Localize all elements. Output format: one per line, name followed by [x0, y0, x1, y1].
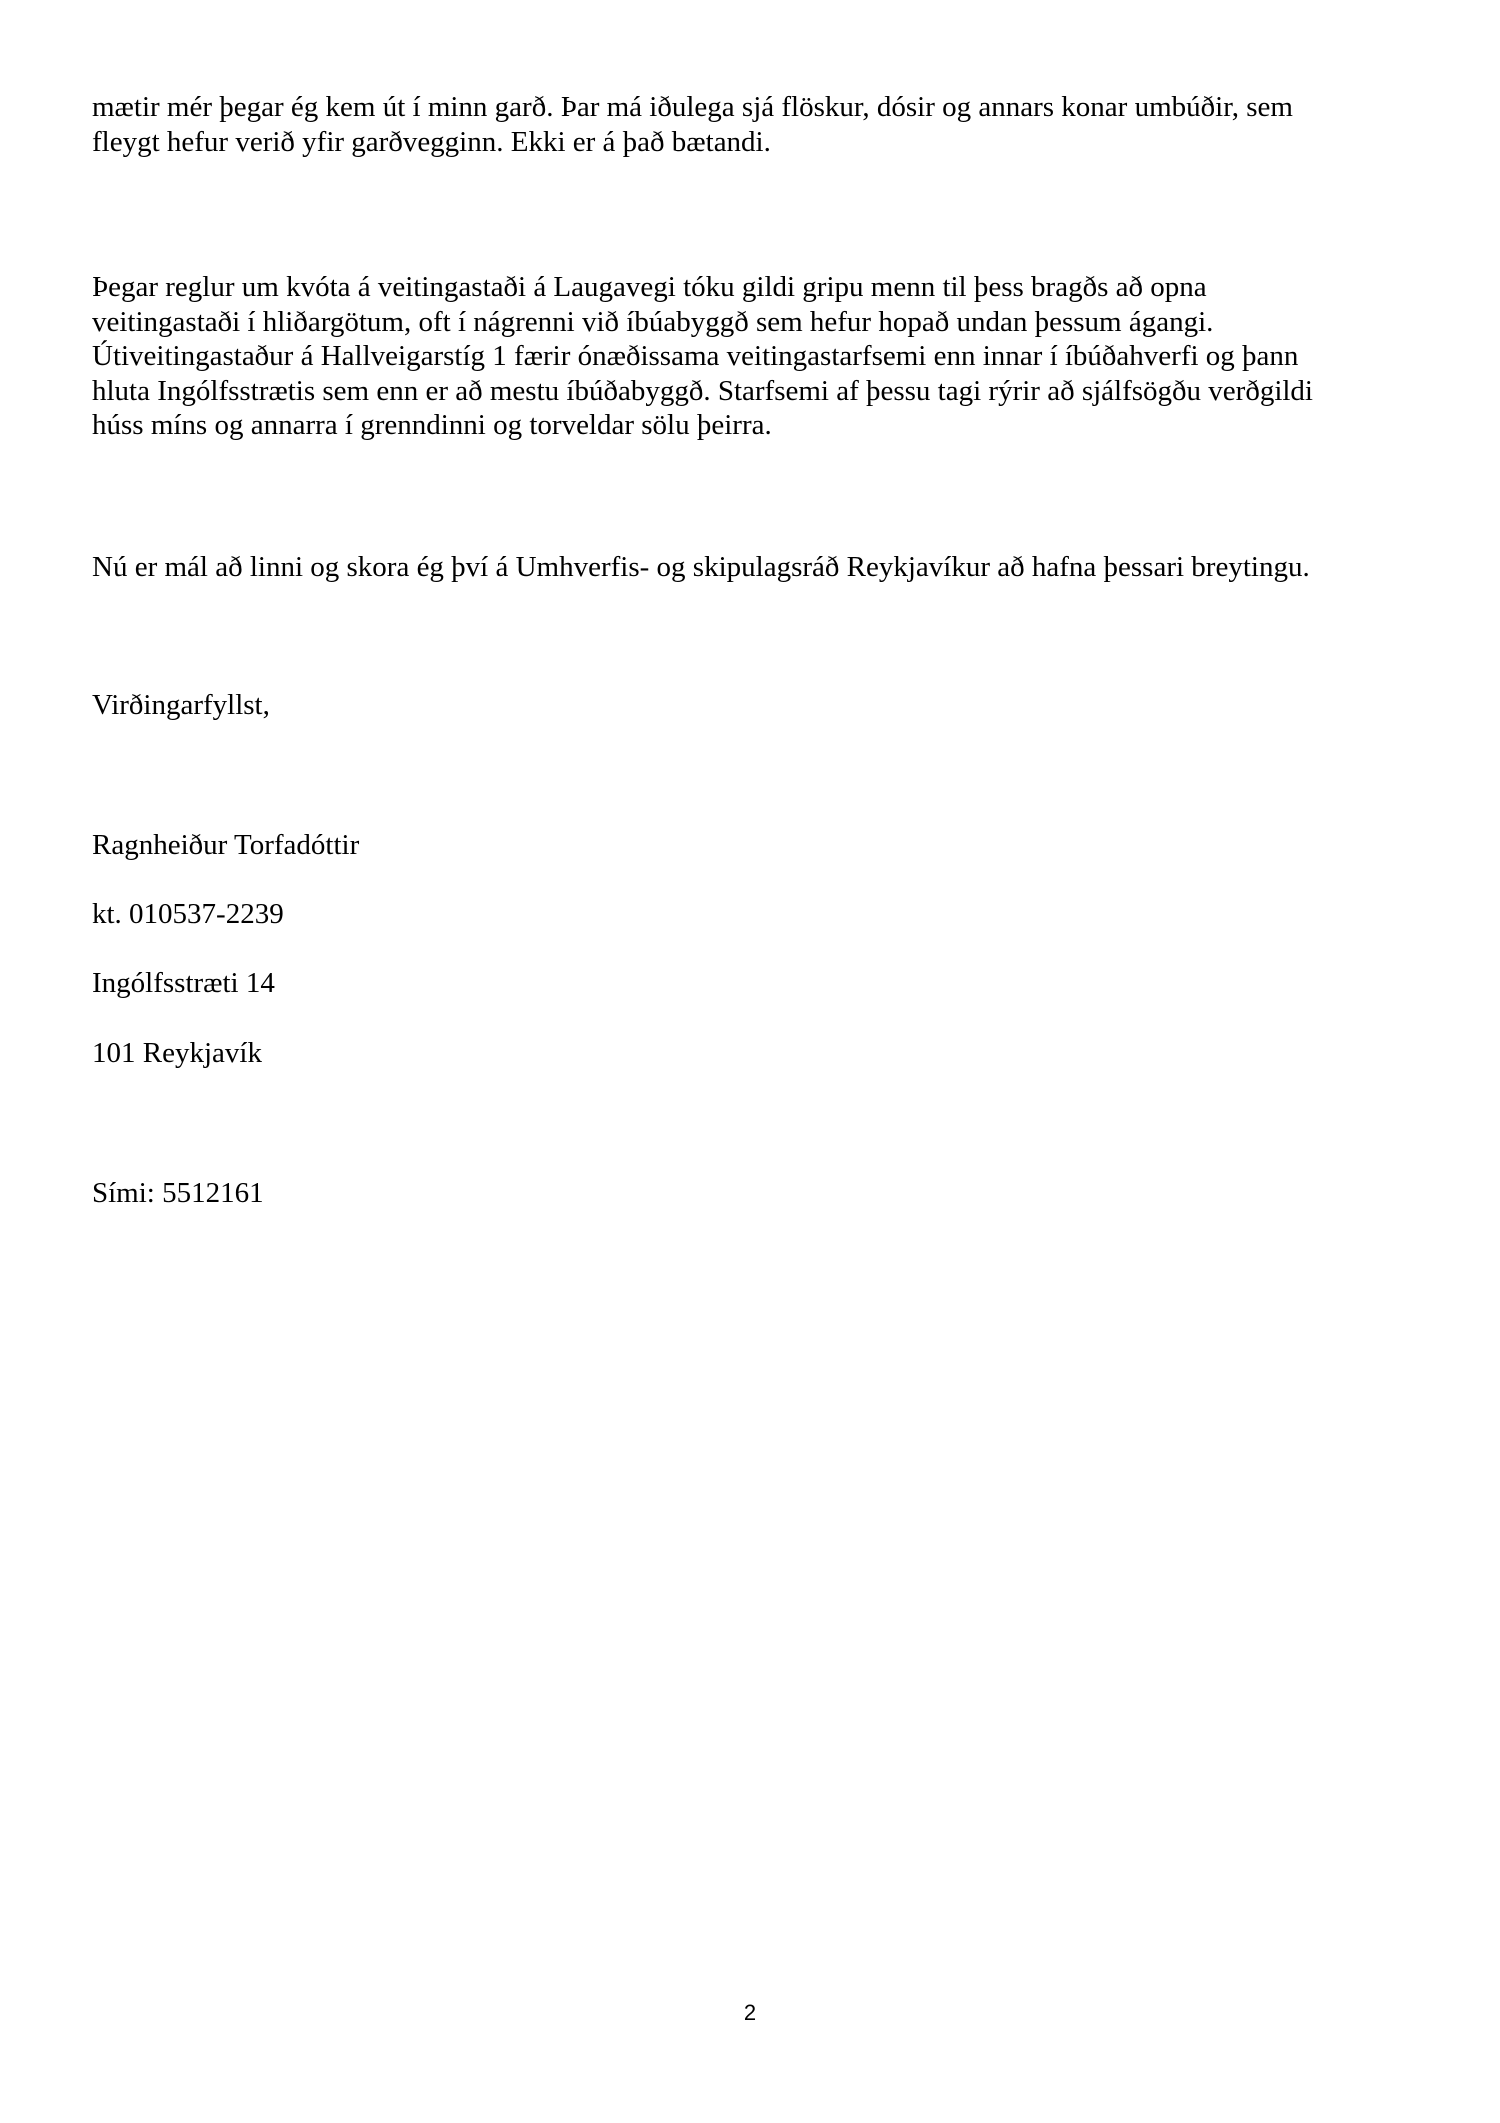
- letter-paragraph-2: [92, 270, 1430, 443]
- paragraph-line: mætir mér þegar ég kem út í minn garð. Þar má iðulega sjá flöskur, dósir og annars konar umbúðir, sem: [92, 91, 1293, 123]
- signature-street-text: Ingólfsstræti 14: [92, 967, 275, 999]
- paragraph-line: fleygt hefur verið yfir garðvegginn. Ekki er á það bætandi.: [92, 125, 771, 158]
- paragraph-line: húss míns og annarra í grenndinni og torveldar sölu þeirra.: [92, 409, 772, 441]
- signature-kennitala: [92, 897, 1430, 932]
- page-number: 2: [743, 2000, 757, 2025]
- closing-salutation: [92, 688, 1430, 723]
- signature-kennitala-text: kt. 010537-2239: [92, 898, 284, 930]
- signature-name-text: Ragnheiður Torfadóttir: [92, 829, 360, 861]
- paragraph-line: Nú er mál að linni og skora ég því á Umhverfis- og skipulagsráð Reykjavíkur að hafna þessari breytingu.: [92, 551, 1310, 583]
- paragraph-line: hluta Ingólfsstrætis sem enn er að mestu íbúðabyggð. Starfsemi af þessu tagi rýrir að sjálfsögðu verðgildi: [92, 374, 1313, 407]
- signature-phone-text: Sími: 5512161: [92, 1177, 264, 1209]
- signature-city-text: 101 Reykjavík: [92, 1037, 262, 1069]
- letter-paragraph-3: [92, 550, 1430, 585]
- paragraph-line: veitingastaði í hliðargötum, oft í nágrenni við íbúabyggð sem hefur hopað undan þessum ágangi.: [92, 305, 1214, 338]
- signature-city: [92, 1036, 1430, 1071]
- signature-phone: [92, 1176, 1430, 1211]
- paragraph-line: Þegar reglur um kvóta á veitingastaði á Laugavegi tóku gildi gripu menn til þess bragðs að opna: [92, 271, 1207, 303]
- closing-salutation-text: Virðingarfyllst,: [92, 689, 270, 721]
- paragraph-line: Útiveitingastaður á Hallveigarstíg 1 færir ónæðissama veitingastarfsemi enn innar í íbúðahverfi og þann: [92, 340, 1299, 372]
- signature-street-address: [92, 966, 1430, 1001]
- signature-name: [92, 828, 1430, 863]
- letter-paragraph-1: [92, 90, 1430, 159]
